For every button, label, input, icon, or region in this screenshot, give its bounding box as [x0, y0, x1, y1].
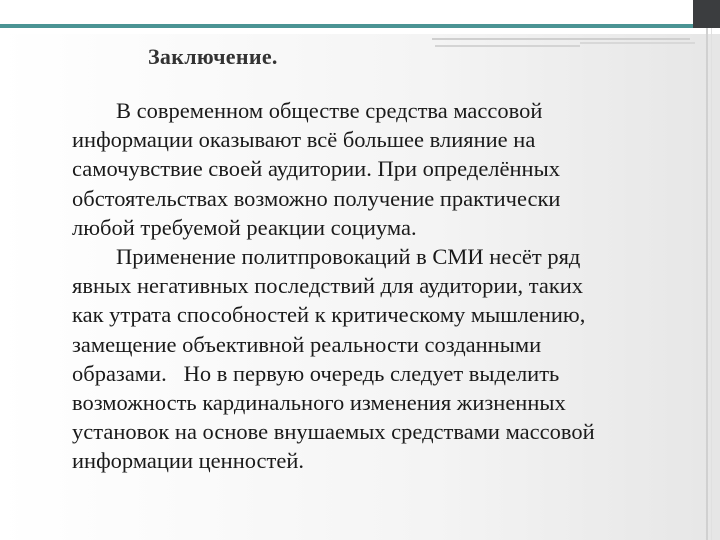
text-line: как утрата способностей к критическому мышлению,: [72, 302, 586, 328]
corner-block: [693, 0, 720, 28]
text-line: информации ценностей.: [72, 448, 305, 474]
accent-line: [0, 24, 693, 28]
text-line: В современном обществе средства массовой: [116, 98, 543, 123]
slide-body: [72, 96, 712, 476]
text-line: возможность кардинального изменения жизненных: [72, 390, 566, 416]
text-line: информации оказывают всё большее влияние на: [72, 127, 536, 153]
paragraph-1: [72, 96, 712, 242]
paragraph-2: [72, 242, 712, 476]
decor-line: [432, 38, 690, 40]
header-band: [0, 0, 720, 34]
text-line: любой требуемой реакции социума.: [72, 214, 417, 240]
text-line: замещение объективной реальности созданными: [72, 331, 542, 357]
decor-line: [435, 45, 580, 47]
decor-line: [580, 42, 695, 44]
text-line: явных негативных последствий для аудитории, таких: [72, 273, 584, 299]
text-line: самочувствие своей аудитории. При определённых: [72, 156, 560, 182]
slide-title: Заключение.: [148, 44, 278, 69]
text-line: обстоятельствах возможно получение практически: [72, 185, 561, 211]
text-line: установок на основе внушаемых средствами массовой: [72, 419, 595, 445]
text-line: образами. Но в первую очередь следует выделить: [72, 360, 560, 386]
text-line: Применение политпровокаций в СМИ несёт ряд: [116, 244, 581, 270]
